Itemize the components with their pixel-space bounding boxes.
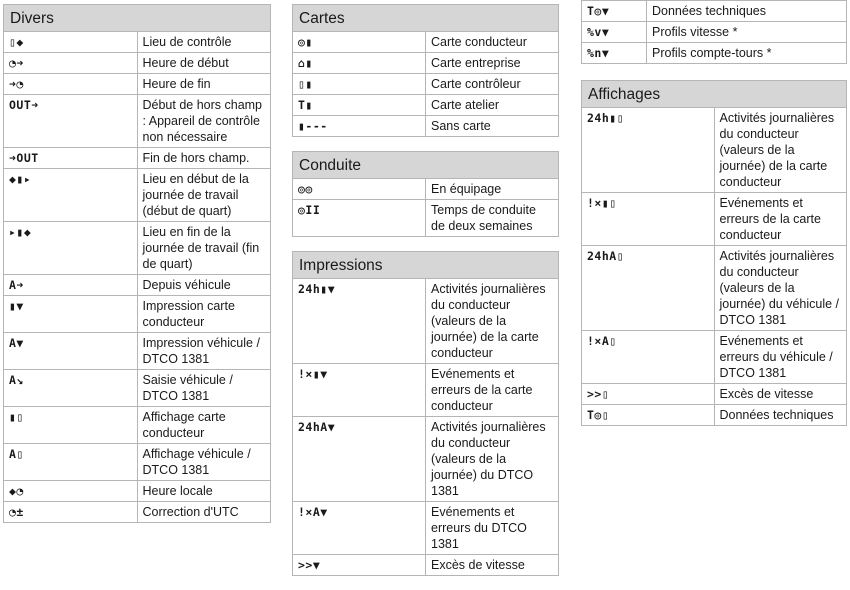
row-description: Evénements et erreurs de la carte conducteur xyxy=(426,364,559,417)
column-right xyxy=(581,0,847,440)
row-description: Début de hors champ : Appareil de contrôle non nécessaire xyxy=(137,95,271,148)
row-description: En équipage xyxy=(426,179,559,200)
symbol-icon: ▮▯ xyxy=(4,407,138,444)
table-row xyxy=(293,200,559,237)
table-row xyxy=(4,444,271,481)
symbol-icon: ▯▮ xyxy=(293,74,426,95)
row-description: Evénements et erreurs du véhicule / DTCO 1381 xyxy=(714,331,847,384)
row-description: Données techniques xyxy=(714,405,847,426)
impressions-header: Impressions xyxy=(293,252,559,279)
table-row xyxy=(582,43,847,64)
table-row xyxy=(293,502,559,555)
symbol-icon: 24h▮▼ xyxy=(293,279,426,364)
table-row xyxy=(293,555,559,576)
table-row xyxy=(582,108,847,193)
row-description: Affichage véhicule / DTCO 1381 xyxy=(137,444,271,481)
table-row xyxy=(4,95,271,148)
row-description: Données techniques xyxy=(647,1,847,22)
symbol-icon: 24h▮▯ xyxy=(582,108,715,193)
table-row xyxy=(4,169,271,222)
symbol-icon: !×A▼ xyxy=(293,502,426,555)
row-description: Impression véhicule / DTCO 1381 xyxy=(137,333,271,370)
row-description: Saisie véhicule / DTCO 1381 xyxy=(137,370,271,407)
symbol-icon: >>▼ xyxy=(293,555,426,576)
symbol-icon: ▮--- xyxy=(293,116,426,137)
symbol-icon: ▮▼ xyxy=(4,296,138,333)
affichages-header: Affichages xyxy=(582,81,847,108)
row-description: Excès de vitesse xyxy=(714,384,847,405)
row-description: Carte contrôleur xyxy=(426,74,559,95)
symbol-icon: !×▮▼ xyxy=(293,364,426,417)
symbol-icon: !×▮▯ xyxy=(582,193,715,246)
divers-table xyxy=(3,4,271,523)
row-description: Activités journalières du conducteur (valeurs de la journée) du véhicule / DTCO 1381 xyxy=(714,246,847,331)
table-row xyxy=(4,148,271,169)
symbol-icon: ➜◔ xyxy=(4,74,138,95)
symbol-icon: T▮ xyxy=(293,95,426,116)
symbol-icon: 24hA▯ xyxy=(582,246,715,331)
cartes-header: Cartes xyxy=(293,5,559,32)
symbol-icon: A▼ xyxy=(4,333,138,370)
row-description: Evénements et erreurs du DTCO 1381 xyxy=(426,502,559,555)
table-row xyxy=(293,417,559,502)
table-row xyxy=(582,384,847,405)
row-description: Impression carte conducteur xyxy=(137,296,271,333)
symbol-icon: ◎▮ xyxy=(293,32,426,53)
row-description: Evénements et erreurs de la carte conducteur xyxy=(714,193,847,246)
cartes-table xyxy=(292,4,559,137)
row-description: Heure de fin xyxy=(137,74,271,95)
impressions-table xyxy=(292,251,559,576)
conduite-table xyxy=(292,151,559,237)
symbol-icon: A➜ xyxy=(4,275,138,296)
symbol-icon: T◎▼ xyxy=(582,1,647,22)
row-description: Heure de début xyxy=(137,53,271,74)
row-description: Temps de conduite de deux semaines xyxy=(426,200,559,237)
table-row xyxy=(4,407,271,444)
table-row xyxy=(4,32,271,53)
table-row xyxy=(293,116,559,137)
table-row xyxy=(4,222,271,275)
symbol-icon: ⌂▮ xyxy=(293,53,426,74)
symbol-icon: ◆◔ xyxy=(4,481,138,502)
symbol-icon: !×A▯ xyxy=(582,331,715,384)
row-description: Activités journalières du conducteur (valeurs de la journée) de la carte conducteur xyxy=(426,279,559,364)
symbol-icon: T◎▯ xyxy=(582,405,715,426)
row-description: Activités journalières du conducteur (valeurs de la journée) de la carte conducteur xyxy=(714,108,847,193)
column-left xyxy=(3,4,271,537)
symbol-icon: A▯ xyxy=(4,444,138,481)
symbol-icon: ➜OUT xyxy=(4,148,138,169)
row-description: Correction d'UTC xyxy=(137,502,271,523)
row-description: Profils vitesse * xyxy=(647,22,847,43)
table-row xyxy=(4,296,271,333)
column-middle xyxy=(292,4,559,590)
table-row xyxy=(293,364,559,417)
symbol-icon: %v▼ xyxy=(582,22,647,43)
row-description: Depuis véhicule xyxy=(137,275,271,296)
table-row xyxy=(4,370,271,407)
table-row xyxy=(582,331,847,384)
divers-header: Divers xyxy=(4,5,271,32)
symbol-icon: 24hA▼ xyxy=(293,417,426,502)
row-description: Lieu en début de la journée de travail (début de quart) xyxy=(137,169,271,222)
row-description: Excès de vitesse xyxy=(426,555,559,576)
symbol-icon: ▯◆ xyxy=(4,32,138,53)
row-description: Lieu en fin de la journée de travail (fin de quart) xyxy=(137,222,271,275)
table-row xyxy=(4,502,271,523)
table-row xyxy=(582,405,847,426)
row-description: Affichage carte conducteur xyxy=(137,407,271,444)
row-description: Activités journalières du conducteur (valeurs de la journée) du DTCO 1381 xyxy=(426,417,559,502)
table-row xyxy=(582,193,847,246)
symbol-icon: %n▼ xyxy=(582,43,647,64)
impressions-continued-table xyxy=(581,0,847,64)
symbol-icon: A↘ xyxy=(4,370,138,407)
table-row xyxy=(4,481,271,502)
symbol-icon: ◔± xyxy=(4,502,138,523)
table-row xyxy=(293,179,559,200)
symbol-icon: ◎II xyxy=(293,200,426,237)
conduite-header: Conduite xyxy=(293,152,559,179)
symbol-icon: ◆▮▸ xyxy=(4,169,138,222)
row-description: Carte atelier xyxy=(426,95,559,116)
row-description: Carte conducteur xyxy=(426,32,559,53)
table-row xyxy=(293,53,559,74)
row-description: Fin de hors champ. xyxy=(137,148,271,169)
symbol-icon: ◎◎ xyxy=(293,179,426,200)
table-row xyxy=(582,246,847,331)
symbol-icon: >>▯ xyxy=(582,384,715,405)
table-row xyxy=(293,74,559,95)
row-description: Lieu de contrôle xyxy=(137,32,271,53)
table-row xyxy=(4,74,271,95)
symbol-icon: ◔➜ xyxy=(4,53,138,74)
table-row xyxy=(4,333,271,370)
table-row xyxy=(582,22,847,43)
row-description: Carte entreprise xyxy=(426,53,559,74)
table-row xyxy=(4,275,271,296)
table-row xyxy=(293,32,559,53)
table-row xyxy=(293,95,559,116)
affichages-table xyxy=(581,80,847,426)
table-row xyxy=(582,1,847,22)
table-row xyxy=(293,279,559,364)
row-description: Heure locale xyxy=(137,481,271,502)
symbol-icon: ▸▮◆ xyxy=(4,222,138,275)
symbol-icon: OUT➜ xyxy=(4,95,138,148)
table-row xyxy=(4,53,271,74)
row-description: Profils compte-tours * xyxy=(647,43,847,64)
row-description: Sans carte xyxy=(426,116,559,137)
